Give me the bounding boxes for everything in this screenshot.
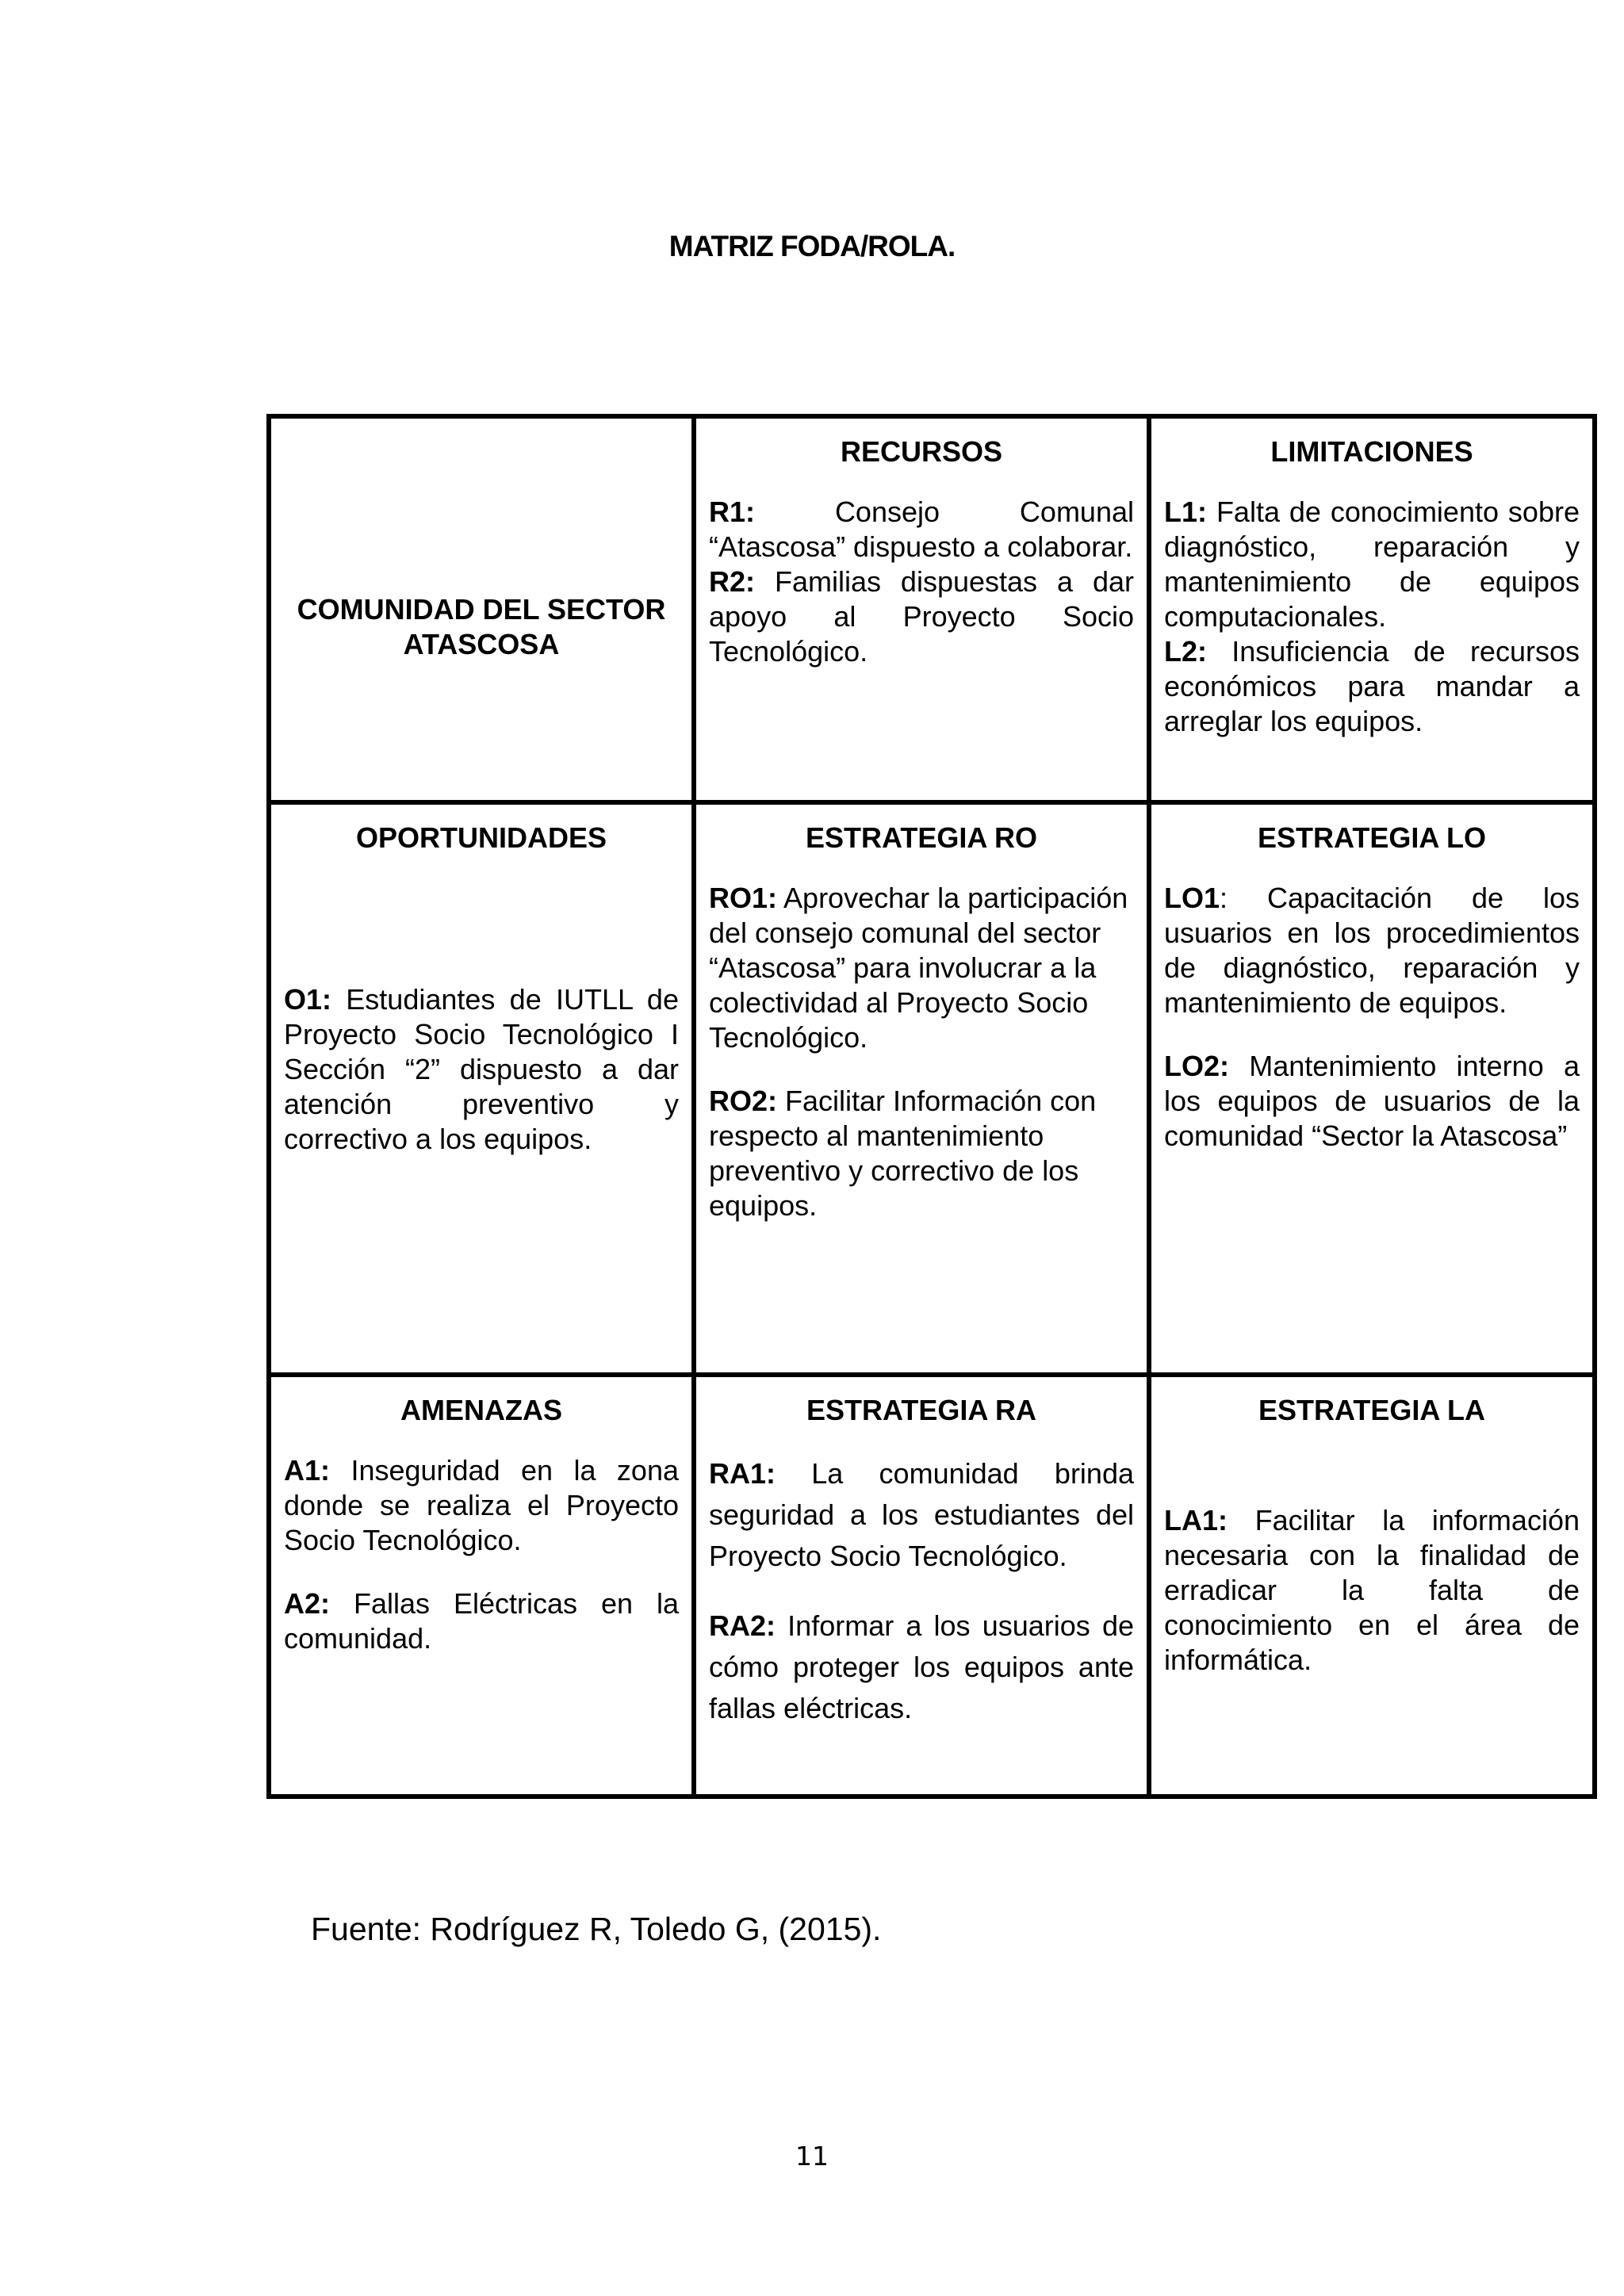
item-code: RA1: <box>709 1457 776 1490</box>
item-text: Aprovechar la participación del consejo comunal del sector “Atascosa” para involucrar a la colectividad al Proyecto Socio Tecnológico. <box>709 882 1128 1054</box>
item-code: A2: <box>284 1587 331 1620</box>
foda-matrix-table <box>266 414 1597 1799</box>
item-text: Fallas Eléctricas en la comunidad. <box>284 1587 679 1655</box>
amenazas-item-a1 <box>284 1453 679 1558</box>
limitaciones-item-l2 <box>1164 634 1580 739</box>
page-title: MATRIZ FODA/ROLA. <box>668 230 956 262</box>
matrix-row-recursos-limitaciones <box>269 416 1595 802</box>
item-text: : Capacitación de los usuarios en los procedimientos de diagnóstico, reparación y mantenimiento de equipos. <box>1164 882 1580 1019</box>
item-code: R1: <box>709 496 756 528</box>
estrategia-lo-header: ESTRATEGIA LO <box>1258 821 1486 854</box>
item-text: Informar a los usuarios de cómo proteger los equipos ante fallas eléctricas. <box>709 1609 1134 1724</box>
item-text: Consejo Comunal “Atascosa” dispuesto a colaborar. <box>709 496 1134 563</box>
item-code: A1: <box>284 1454 331 1487</box>
estrategia-lo-cell <box>1149 802 1595 1375</box>
estrategia-la-header: ESTRATEGIA LA <box>1258 1394 1485 1426</box>
matrix-corner-cell <box>269 416 694 802</box>
estrategia-ro-item-ro1 <box>709 881 1134 1055</box>
estrategia-ra-cell <box>694 1375 1149 1797</box>
recursos-item-r2 <box>709 564 1134 669</box>
item-text: Facilitar Información con respecto al mantenimiento preventivo y correctivo de los equipos. <box>709 1085 1097 1222</box>
recursos-header: RECURSOS <box>840 435 1003 468</box>
amenazas-cell <box>269 1375 694 1797</box>
estrategia-ro-header: ESTRATEGIA RO <box>805 821 1037 854</box>
community-label: COMUNIDAD DEL SECTOR ATASCOSA <box>297 592 666 660</box>
item-text: Facilitar la información necesaria con la finalidad de erradicar la falta de conocimiento en el área de informática. <box>1164 1504 1580 1676</box>
estrategia-ra-item-ra1 <box>709 1453 1134 1577</box>
item-code: LA1: <box>1164 1504 1228 1536</box>
oportunidades-header: OPORTUNIDADES <box>355 821 607 854</box>
item-text: Inseguridad en la zona donde se realiza el Proyecto Socio Tecnológico. <box>284 1454 679 1556</box>
matrix-row-oportunidades <box>269 802 1595 1375</box>
recursos-item-r1 <box>709 495 1134 564</box>
item-code: LO2: <box>1164 1050 1230 1082</box>
item-code: RO2: <box>709 1085 778 1117</box>
item-text: La comunidad brinda seguridad a los estudiantes del Proyecto Socio Tecnológico. <box>709 1457 1134 1572</box>
recursos-cell <box>694 416 1149 802</box>
item-code: L2: <box>1164 635 1207 668</box>
item-text: Falta de conocimiento sobre diagnóstico, reparación y mantenimiento de equipos computacionales. <box>1164 496 1580 633</box>
item-text: Estudiantes de IUTLL de Proyecto Socio Tecnológico I Sección “2” dispuesto a dar atención preventivo y correctivo a los equipos. <box>284 983 679 1155</box>
estrategia-ra-header: ESTRATEGIA RA <box>806 1394 1036 1426</box>
estrategia-ra-item-ra2 <box>709 1605 1134 1729</box>
limitaciones-cell <box>1149 416 1595 802</box>
estrategia-ro-item-ro2 <box>709 1084 1134 1223</box>
item-code: RO1: <box>709 882 778 914</box>
amenazas-header: AMENAZAS <box>400 1394 562 1426</box>
estrategia-lo-item-lo1 <box>1164 881 1580 1020</box>
oportunidades-cell <box>269 802 694 1375</box>
limitaciones-header: LIMITACIONES <box>1270 435 1473 468</box>
item-text: Mantenimiento interno a los equipos de usuarios de la comunidad “Sector la Atascosa” <box>1164 1050 1580 1152</box>
item-code: LO1 <box>1164 882 1220 914</box>
item-text: Familias dispuestas a dar apoyo al Proyecto Socio Tecnológico. <box>709 565 1134 668</box>
amenazas-item-a2 <box>284 1586 679 1656</box>
estrategia-la-cell <box>1149 1375 1595 1797</box>
source-citation: Fuente: Rodríguez R, Toledo G, (2015). <box>311 1911 882 1947</box>
item-code: O1: <box>284 983 332 1016</box>
estrategia-la-item-la1 <box>1164 1503 1580 1678</box>
item-code: R2: <box>709 565 756 598</box>
item-text: Insuficiencia de recursos económicos para mandar a arreglar los equipos. <box>1164 635 1580 737</box>
item-code: L1: <box>1164 496 1207 528</box>
estrategia-ro-cell <box>694 802 1149 1375</box>
limitaciones-item-l1 <box>1164 495 1580 634</box>
oportunidades-item-o1 <box>284 982 679 1157</box>
item-code: RA2: <box>709 1609 776 1642</box>
page-number: 11 <box>795 2141 829 2172</box>
estrategia-lo-item-lo2 <box>1164 1049 1580 1154</box>
matrix-row-amenazas <box>269 1375 1595 1797</box>
